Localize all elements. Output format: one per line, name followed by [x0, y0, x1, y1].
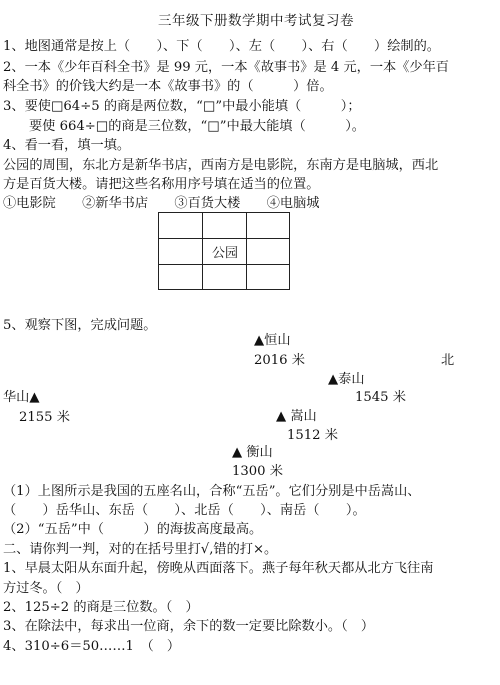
- question-4-options: ①电影院 ②新华书店 ③百货大楼 ④电脑城: [3, 196, 320, 211]
- mountain-huashan: 华山▲: [3, 390, 40, 405]
- mountain-songshan: ▲ 嵩山: [276, 409, 317, 424]
- mountain-hengshan-north-height: 2016 米: [254, 353, 305, 368]
- question-3-line-1: 3、要使□64÷5 的商是两位数，“□”中最小能填（ ）；: [3, 99, 361, 114]
- mountain-hengshan-south: ▲ 衡山: [232, 445, 273, 460]
- question-5: 5、观察下图，完成问题。: [3, 318, 157, 333]
- mountain-huashan-height: 2155 米: [19, 410, 70, 425]
- question-5-1-line-1: （1）上图所示是我国的五座名山，合称“五岳”。它们分别是中岳嵩山、: [3, 484, 421, 499]
- question-5-2: （2）“五岳”中（ ）的海拔高度最高。: [3, 522, 263, 537]
- mountain-hengshan-south-height: 1300 米: [232, 464, 283, 479]
- mountain-songshan-height: 1512 米: [287, 428, 338, 443]
- question-5-1-line-2: （ ）岳华山、东岳（ ）、北岳（ ）、南岳（ ）。: [3, 503, 366, 518]
- grid-center-label: 公园: [211, 246, 238, 261]
- judge-3: 3、在除法中，每求出一位商，余下的数一定要比除数小。（ ）: [3, 619, 375, 634]
- direction-grid: [158, 212, 290, 290]
- mountain-hengshan-north: ▲恒山: [254, 333, 291, 348]
- question-4-desc-2: 方是百货大楼。请把这些名称用序号填在适当的位置。: [3, 177, 320, 192]
- question-3-line-2: 要使 664÷□的商是三位数，“□”中最大能填（ ）。: [29, 119, 365, 134]
- mountain-taishan-height: 1545 米: [355, 390, 406, 405]
- question-4: 4、看一看，填一填。: [3, 138, 131, 153]
- question-2-line-2: 科全书》的价钱大约是一本《故事书》的（ ）倍。: [3, 79, 333, 94]
- question-4-desc-1: 公园的周围，东北方是新华书店，西南方是电影院，东南方是电脑城，西北: [3, 158, 439, 173]
- question-1: 1、地图通常是按上（ ）、下（ ）、左（ ）、右（ ）绘制的。: [3, 39, 440, 54]
- mountain-taishan: ▲泰山: [328, 372, 365, 387]
- question-2-line-1: 2、一本《少年百科全书》是 99 元，一本《故事书》是 4 元，一本《少年百: [3, 60, 449, 75]
- page-title: 三年级下册数学期中考试复习卷: [158, 13, 354, 29]
- section-2-heading: 二、请你判一判，对的在括号里打√,错的打×。: [3, 542, 278, 557]
- judge-1-line-2: 方过冬。（ ）: [3, 581, 89, 596]
- judge-1-line-1: 1、早晨太阳从东面升起，傍晚从西面落下。燕子每年秋天都从北方飞往南: [3, 561, 434, 576]
- judge-2: 2、125÷2 的商是三位数。（ ）: [3, 600, 199, 615]
- judge-4: 4、310÷6＝50……1 （ ）: [3, 639, 181, 654]
- north-label: 北: [441, 353, 455, 368]
